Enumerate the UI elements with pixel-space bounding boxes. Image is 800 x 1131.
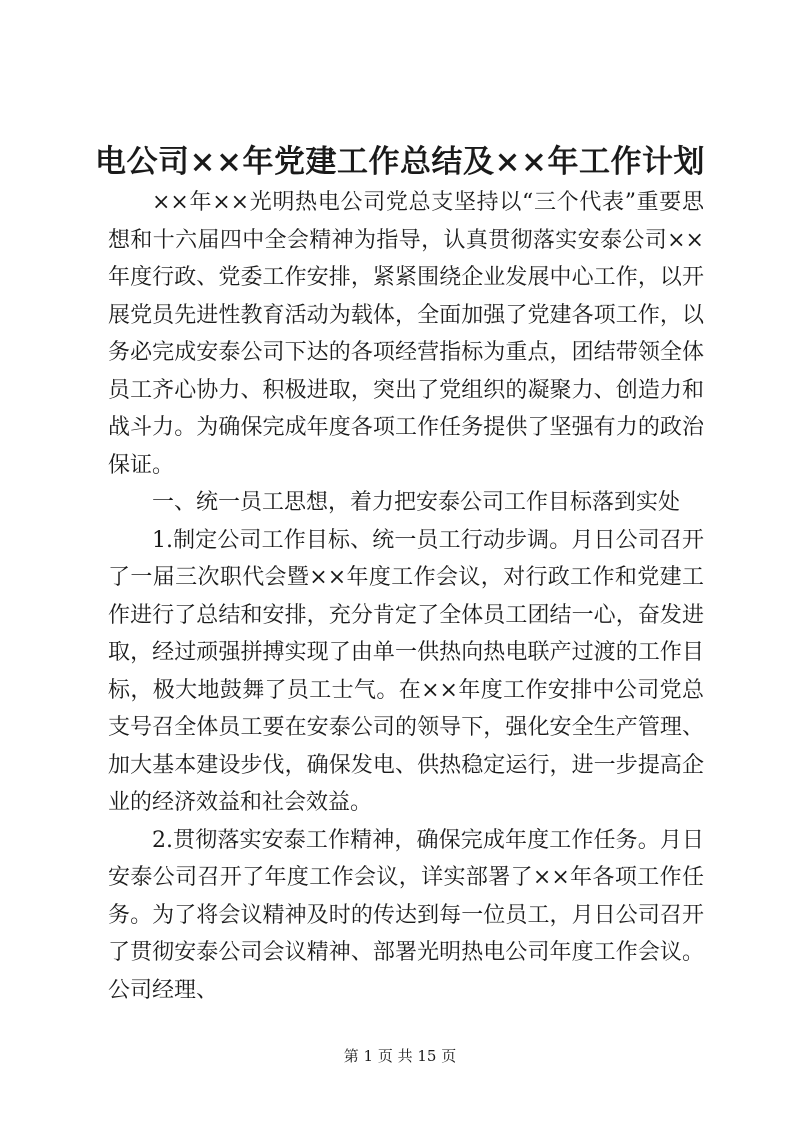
section-heading: 一、统一员工思想，着力把安泰公司工作目标落到实处: [152, 490, 681, 515]
document-title: 电公司××年党建工作总结及××年工作计划: [95, 144, 705, 180]
item-paragraph-1: 1.制定公司工作目标、统一员工行动步调。月日公司召开了一届三次职代会暨××年度工作会议，对行政工作和党建工作进行了总结和安排，充分肯定了全体员工团结一心，奋发进取，经过顽强拼搏实现了由单一供热向热电联产过渡的工作目标，极大地鼓舞了员工士气。在××年度工作安排中公司党总支号召全体员工要在安泰公司的领导下，强化安全生产管理、加大基本建设步伐，确保发电、供热稳定运行，进一步提高企业的经济效益和社会效益。: [108, 527, 704, 815]
document-body: [108, 184, 704, 1009]
item-paragraph-2: 2.贯彻落实安泰工作精神，确保完成年度工作任务。月日安泰公司召开了年度工作会议，详实部署了××年各项工作任务。为了将会议精神及时的传达到每一位员工，月日公司召开了贯彻安泰公司会议精神、部署光明热电公司年度工作会议。公司经理、: [108, 827, 704, 1003]
intro-paragraph: ××年××光明热电公司党总支坚持以“三个代表”重要思想和十六届四中全会精神为指导，认真贯彻落实安泰公司××年度行政、党委工作安排，紧紧围绕企业发展中心工作，以开展党员先进性教育活动为载体，全面加强了党建各项工作，以务必完成安泰公司下达的各项经营指标为重点，团结带领全体员工齐心协力、积极进取，突出了党组织的凝聚力、创造力和战斗力。为确保完成年度各项工作任务提供了坚强有力的政治保证。: [108, 190, 704, 478]
page-footer: 第 1 页 共 15 页: [343, 1047, 457, 1065]
